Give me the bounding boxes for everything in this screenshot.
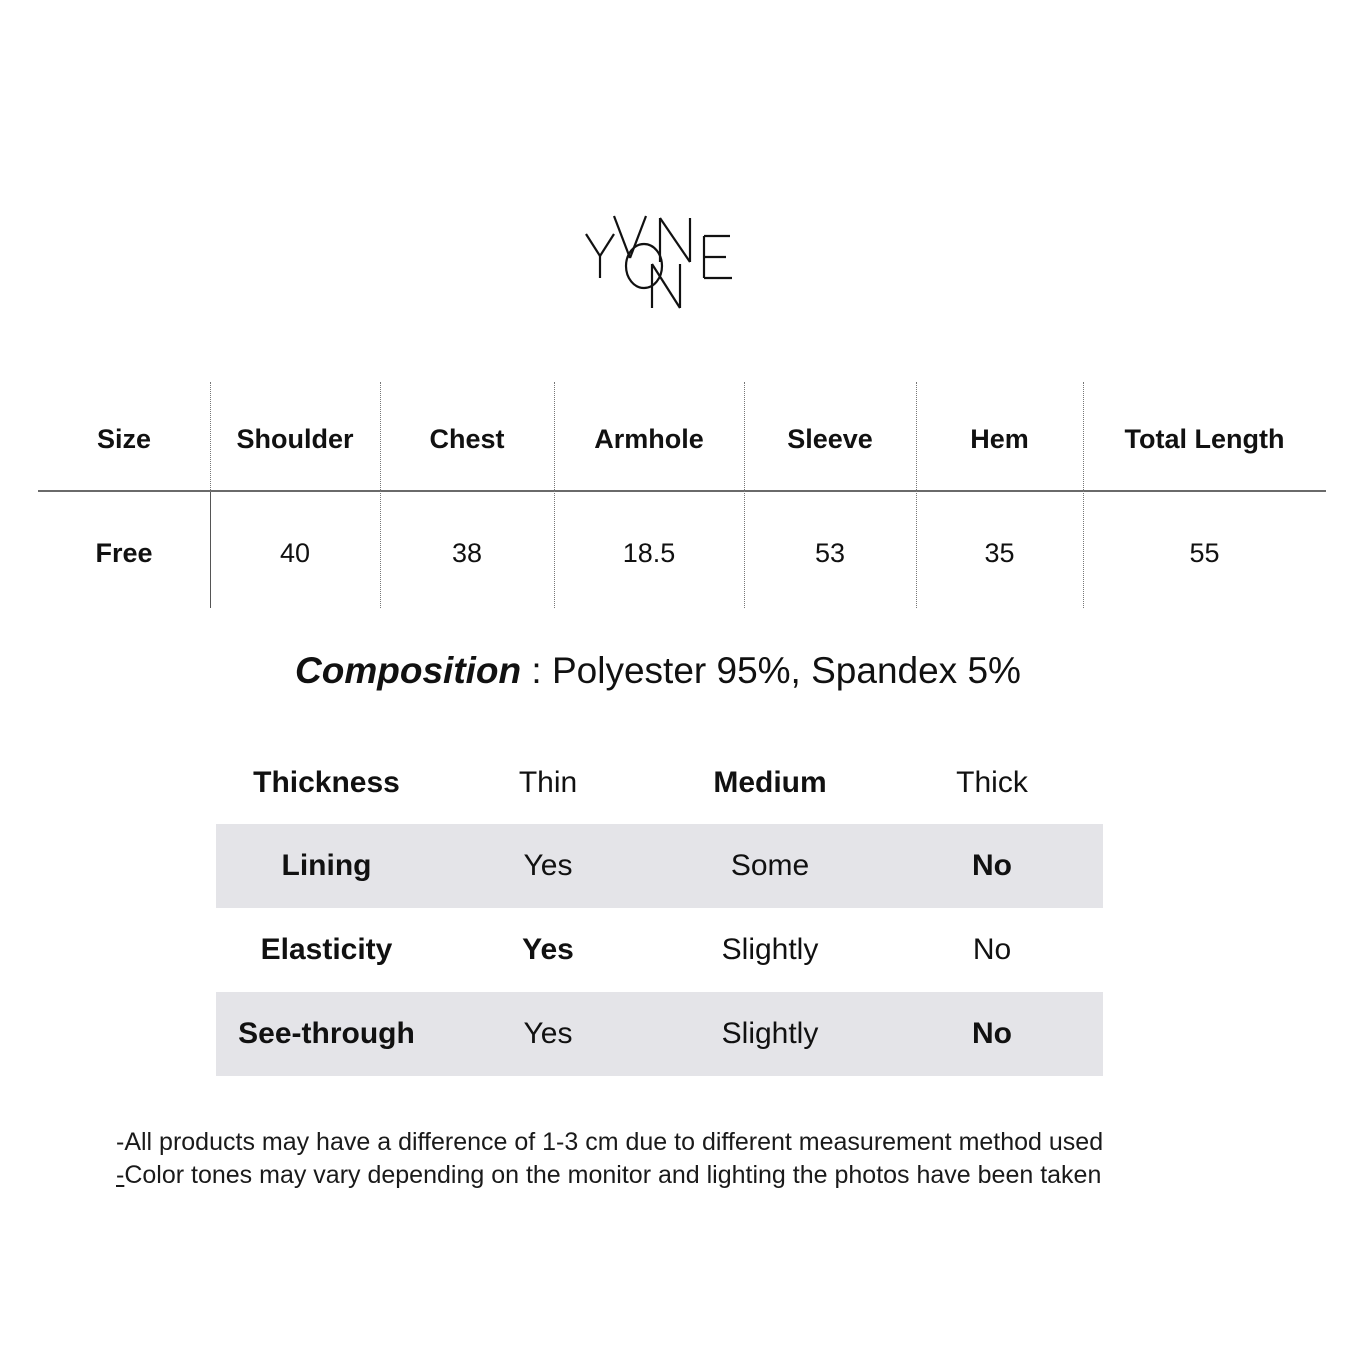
column-divider: [210, 492, 211, 608]
column-divider: [916, 382, 917, 608]
header-shoulder: Shoulder: [236, 423, 354, 454]
value-sleeve: 53: [814, 537, 846, 568]
header-armhole: Armhole: [594, 423, 704, 454]
fabric-option: Yes: [522, 933, 574, 966]
fabric-option: Slightly: [721, 933, 819, 966]
fabric-option: No: [972, 1017, 1012, 1050]
fabric-attribute: Lining: [281, 849, 372, 882]
brand-logo: [580, 210, 740, 314]
column-divider: [380, 382, 381, 608]
fabric-option: Some: [730, 849, 810, 882]
fabric-option: Yes: [523, 849, 573, 882]
fabric-row-thickness: [216, 742, 1103, 824]
yvonne-monogram-logo-icon: [580, 210, 740, 314]
fabric-option: Yes: [523, 1017, 573, 1050]
value-total-length: 55: [1189, 537, 1220, 568]
column-divider: [554, 382, 555, 608]
size-table-header-row: [38, 382, 1326, 492]
value-shoulder: 40: [279, 537, 311, 568]
value-size: Free: [95, 537, 153, 568]
header-hem: Hem: [970, 423, 1029, 454]
fabric-option: Thick: [956, 766, 1028, 799]
fabric-option: Slightly: [721, 1017, 819, 1050]
header-size: Size: [96, 423, 152, 454]
column-divider: [744, 382, 745, 608]
composition-value: Polyester 95%, Spandex 5%: [551, 650, 1021, 691]
composition-separator: :: [521, 650, 552, 691]
note-measurement: -All products may have a difference of 1-3 cm due to different measurement method used: [116, 1128, 1104, 1156]
table-row: [38, 492, 1326, 608]
fabric-option: Thin: [518, 766, 578, 799]
note-color: [116, 1159, 1266, 1192]
fabric-attribute: See-through: [238, 1017, 415, 1050]
composition-line: [0, 650, 1316, 692]
fabric-option: Medium: [713, 766, 827, 799]
value-chest: 38: [451, 537, 483, 568]
fabric-attribute: Elasticity: [260, 933, 393, 966]
composition-label: Composition: [295, 650, 522, 691]
value-hem: 35: [984, 537, 1015, 568]
value-armhole: 18.5: [622, 537, 676, 568]
fabric-option: No: [972, 933, 1012, 966]
column-divider: [1083, 382, 1084, 608]
header-total-length: Total Length: [1124, 423, 1285, 454]
disclaimer-notes: [116, 1126, 1266, 1192]
fabric-option: No: [972, 849, 1012, 882]
size-table: [38, 382, 1326, 608]
fabric-row-see-through: [216, 992, 1103, 1076]
header-sleeve: Sleeve: [787, 423, 873, 454]
fabric-attribute: Thickness: [253, 766, 400, 799]
note-color-text: Color tones may vary depending on the monitor and lighting the photos have been taken: [124, 1161, 1102, 1189]
column-divider: [210, 382, 211, 492]
fabric-row-lining: [216, 824, 1103, 908]
fabric-properties-table: [216, 742, 1103, 1076]
header-chest: Chest: [429, 423, 505, 454]
fabric-row-elasticity: [216, 908, 1103, 992]
note-dash: -: [116, 1161, 125, 1189]
